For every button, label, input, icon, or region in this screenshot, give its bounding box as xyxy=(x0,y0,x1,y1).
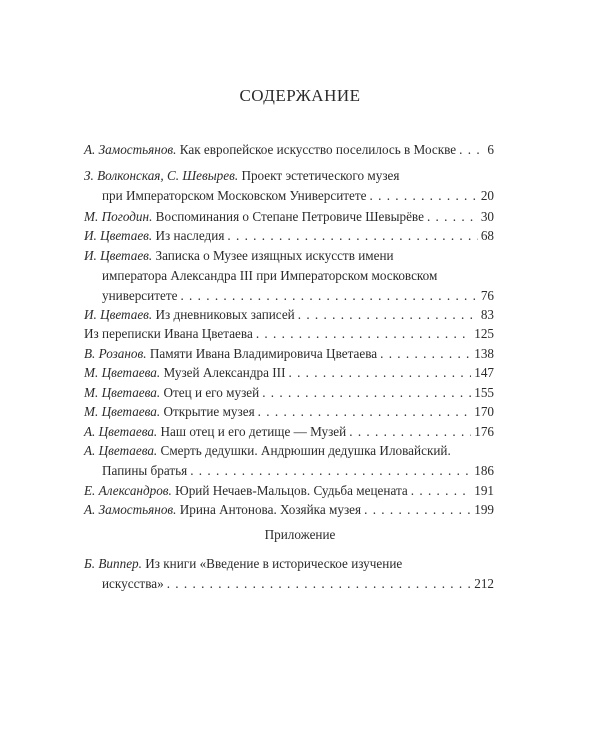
entry-page-number: 147 xyxy=(474,365,494,380)
leader-dots xyxy=(227,226,477,246)
entry-title: Музей Александра III xyxy=(163,365,286,380)
entry-page-number: 155 xyxy=(474,385,494,400)
leader-dots xyxy=(180,286,477,306)
leader-dots xyxy=(459,140,484,160)
toc-entry[interactable] xyxy=(84,441,494,481)
entry-title: Отец и его музей xyxy=(163,385,260,400)
entry-page-number: 191 xyxy=(474,483,494,498)
toc-entry[interactable] xyxy=(84,500,494,520)
entry-title: Проект эстетического музея xyxy=(241,168,400,183)
entry-title-continued: Папины братья xyxy=(102,463,188,478)
leader-dots xyxy=(262,383,471,403)
leader-dots xyxy=(258,402,472,422)
entry-title-continued: при Императорском Московском Университете xyxy=(102,188,367,203)
entry-page-number: 83 xyxy=(480,307,494,322)
entry-title: Юрий Нечаев-Мальцов. Судьба мецената xyxy=(175,483,408,498)
toc-entry[interactable] xyxy=(84,305,494,325)
toc-entry[interactable] xyxy=(84,363,494,383)
toc-entry[interactable] xyxy=(84,226,494,246)
toc-entry[interactable] xyxy=(84,481,494,501)
entry-title: Ирина Антонова. Хозяйка музея xyxy=(179,502,362,517)
entry-page-number: 212 xyxy=(474,576,494,591)
entry-page-number: 68 xyxy=(480,228,494,243)
leader-dots xyxy=(411,481,471,501)
toc-entry[interactable] xyxy=(84,207,494,227)
leader-dots xyxy=(190,461,471,481)
entry-page-number: 176 xyxy=(474,424,494,439)
entry-author: И. Цветаев. xyxy=(84,228,153,243)
leader-dots xyxy=(427,207,478,227)
entry-title: Открытие музея xyxy=(163,404,255,419)
entry-author: В. Розанов. xyxy=(84,346,147,361)
entry-title: Из наследия xyxy=(155,228,225,243)
toc-entry[interactable] xyxy=(84,554,494,594)
appendix-heading: Приложение xyxy=(264,527,336,542)
entry-page-number: 20 xyxy=(480,188,494,203)
entry-author: З. Волконская, С. Шевырев. xyxy=(84,168,239,183)
leader-dots xyxy=(364,500,471,520)
entry-title: Смерть дедушки. Андрюшин дедушка Иловайский. xyxy=(160,443,451,458)
entry-title: Из дневниковых записей xyxy=(155,307,295,322)
entry-page-number: 125 xyxy=(474,326,494,341)
page-title: СОДЕРЖАНИЕ xyxy=(239,86,361,105)
entry-page-number: 199 xyxy=(474,502,494,517)
entry-author: М. Цветаева. xyxy=(84,365,161,380)
entry-author: Б. Виппер. xyxy=(84,556,142,571)
entry-title-continued: искусства» xyxy=(102,576,164,591)
entry-author: М. Цветаева. xyxy=(84,404,161,419)
entry-page-number: 30 xyxy=(480,209,494,224)
entry-page-number: 138 xyxy=(474,346,494,361)
entry-page-number: 186 xyxy=(474,463,494,478)
entry-title-continued: университете xyxy=(102,288,178,303)
leader-dots xyxy=(256,324,471,344)
entry-author: М. Погодин. xyxy=(84,209,153,224)
entry-title: Памяти Ивана Владимировича Цветаева xyxy=(149,346,378,361)
leader-dots xyxy=(370,186,478,206)
entry-title-continued: императора Александра III при Императорском московском xyxy=(102,268,438,283)
entry-author: И. Цветаев. xyxy=(84,307,153,322)
entry-author: Е. Александров. xyxy=(84,483,172,498)
entry-author: А. Замостьянов. xyxy=(84,142,177,157)
entry-author: А. Замостьянов. xyxy=(84,502,177,517)
entry-title: Записка о Музее изящных искусств имени xyxy=(155,248,394,263)
toc-entry[interactable] xyxy=(84,246,494,306)
toc-entry[interactable] xyxy=(84,383,494,403)
entry-title: Из переписки Ивана Цветаева xyxy=(84,326,253,341)
entry-title: Воспоминания о Степане Петровиче Шевырёве xyxy=(155,209,424,224)
toc-entry[interactable] xyxy=(84,324,494,344)
leader-dots xyxy=(167,574,472,594)
leader-dots xyxy=(298,305,478,325)
entry-page-number: 76 xyxy=(480,288,494,303)
entry-author: А. Цветаева. xyxy=(84,424,158,439)
entry-author: М. Цветаева. xyxy=(84,385,161,400)
toc-entry[interactable] xyxy=(84,166,494,206)
toc-entry[interactable] xyxy=(84,402,494,422)
toc-entry[interactable] xyxy=(84,344,494,364)
entry-title: Из книги «Введение в историческое изучение xyxy=(145,556,403,571)
entry-author: И. Цветаев. xyxy=(84,248,153,263)
entry-page-number: 6 xyxy=(487,142,494,157)
toc-entry[interactable] xyxy=(84,140,494,160)
entry-title: Наш отец и его детище — Музей xyxy=(160,424,347,439)
entry-author: А. Цветаева. xyxy=(84,443,158,458)
leader-dots xyxy=(380,344,471,364)
toc-entry[interactable] xyxy=(84,422,494,442)
leader-dots xyxy=(349,422,471,442)
entry-page-number: 170 xyxy=(474,404,494,419)
leader-dots xyxy=(288,363,471,383)
entry-title: Как европейское искусство поселилось в Москве xyxy=(179,142,457,157)
